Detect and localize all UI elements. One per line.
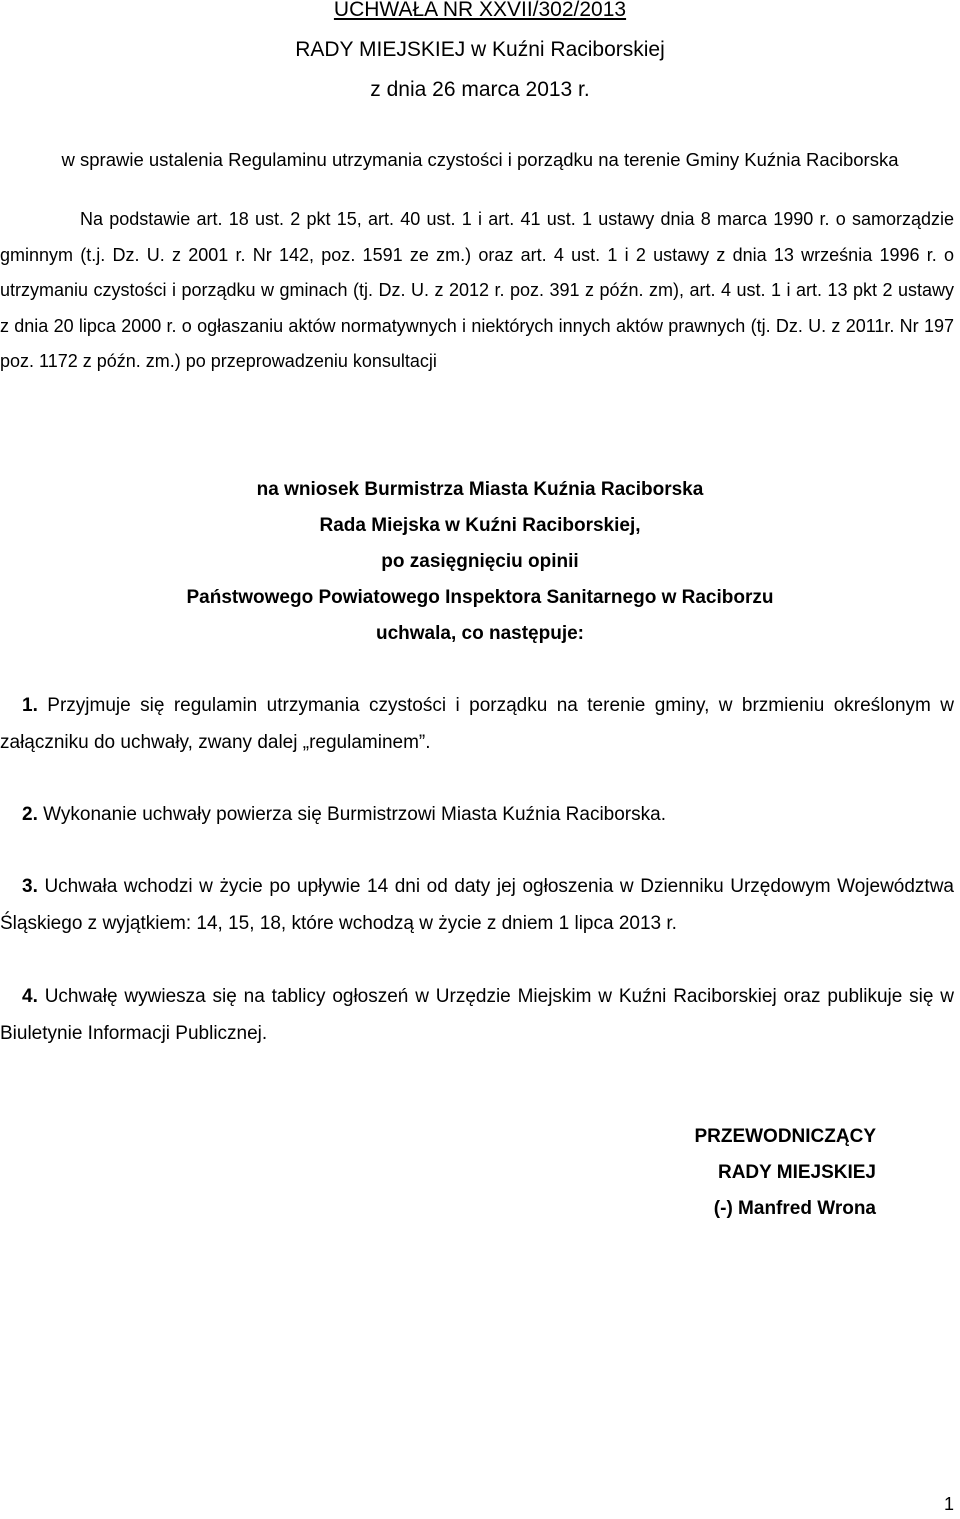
paragraph-4-number: 4. — [22, 986, 38, 1007]
paragraph-2 — [0, 797, 954, 834]
resolving-line-3: po zasięgnięciu opinii — [381, 551, 579, 572]
signature-role: PRZEWODNICZĄCY — [694, 1126, 876, 1147]
resolving-line-5: uchwala, co następuje: — [376, 623, 584, 644]
paragraph-1-number: 1. — [22, 695, 38, 716]
paragraph-1 — [0, 688, 954, 761]
paragraph-4 — [0, 979, 954, 1052]
paragraph-3-number: 3. — [22, 876, 38, 897]
resolution-number: UCHWAŁA NR XXVII/302/2013 — [333, 0, 627, 21]
resolution-date: z dnia 26 marca 2013 r. — [370, 78, 590, 101]
resolving-line-1: na wniosek Burmistrza Miasta Kuźnia Raciborska — [256, 479, 704, 500]
paragraph-2-text: Wykonanie uchwały powierza się Burmistrzowi Miasta Kuźnia Raciborska. — [43, 804, 666, 825]
resolution-subject: w sprawie ustalenia Regulaminu utrzymania czystości i porządku na terenie Gminy Kuźnia Raciborska — [61, 149, 899, 170]
page-number: 1 — [943, 1494, 954, 1514]
signature-body: RADY MIEJSKIEJ — [717, 1162, 876, 1183]
resolving-line-2: Rada Miejska w Kuźni Raciborskiej, — [319, 515, 641, 536]
paragraph-3 — [0, 869, 954, 942]
paragraph-3-text: Uchwała wchodzi w życie po upływie 14 dni od daty jej ogłoszenia w Dzienniku Urzędowym Województwa Śląskiego z wyjątkiem: 14, 15, 18, które wchodzą w życie z dniem 1 lipca 2013 r. — [0, 876, 954, 934]
paragraph-2-number: 2. — [22, 804, 38, 825]
resolving-line-4: Państwowego Powiatowego Inspektora Sanitarnego w Raciborzu — [186, 587, 774, 608]
council-name: RADY MIEJSKIEJ w Kuźni Raciborskiej — [295, 38, 665, 61]
signature-name: (-) Manfred Wrona — [713, 1198, 876, 1219]
legal-basis: Na podstawie art. 18 ust. 2 pkt 15, art. 40 ust. 1 i art. 41 ust. 1 ustawy dnia 8 marca 1990 r. o samorządzie gminnym (t.j. Dz. U. z 2001 r. Nr 142, poz. 1591 ze zm.) oraz art. 4 ust. 1 i 2 ustawy z dnia 13 września 1996 r. o utrzymaniu czystości i porządku w gminach (tj. Dz. U. z 2012 r. poz. 391 z późn. zm), art. 4 ust. 1 i art. 13 pkt 2 ustawy z dnia 20 lipca 2000 r. o ogłaszaniu aktów normatywnych i niektórych innych aktów prawnych (tj. Dz. U. z 2011r. Nr 197 poz. 1172 z późn. zm.) po przeprowadzeniu konsultacji — [0, 209, 954, 372]
paragraph-4-text: Uchwałę wywiesza się na tablicy ogłoszeń w Urzędzie Miejskim w Kuźni Raciborskiej oraz publikuje się w Biuletynie Informacji Publicznej. — [0, 986, 955, 1044]
paragraph-1-text: Przyjmuje się regulamin utrzymania czystości i porządku na terenie gminy, w brzmieniu określonym w załączniku do uchwały, zwany dalej „regulaminem”. — [0, 695, 954, 753]
